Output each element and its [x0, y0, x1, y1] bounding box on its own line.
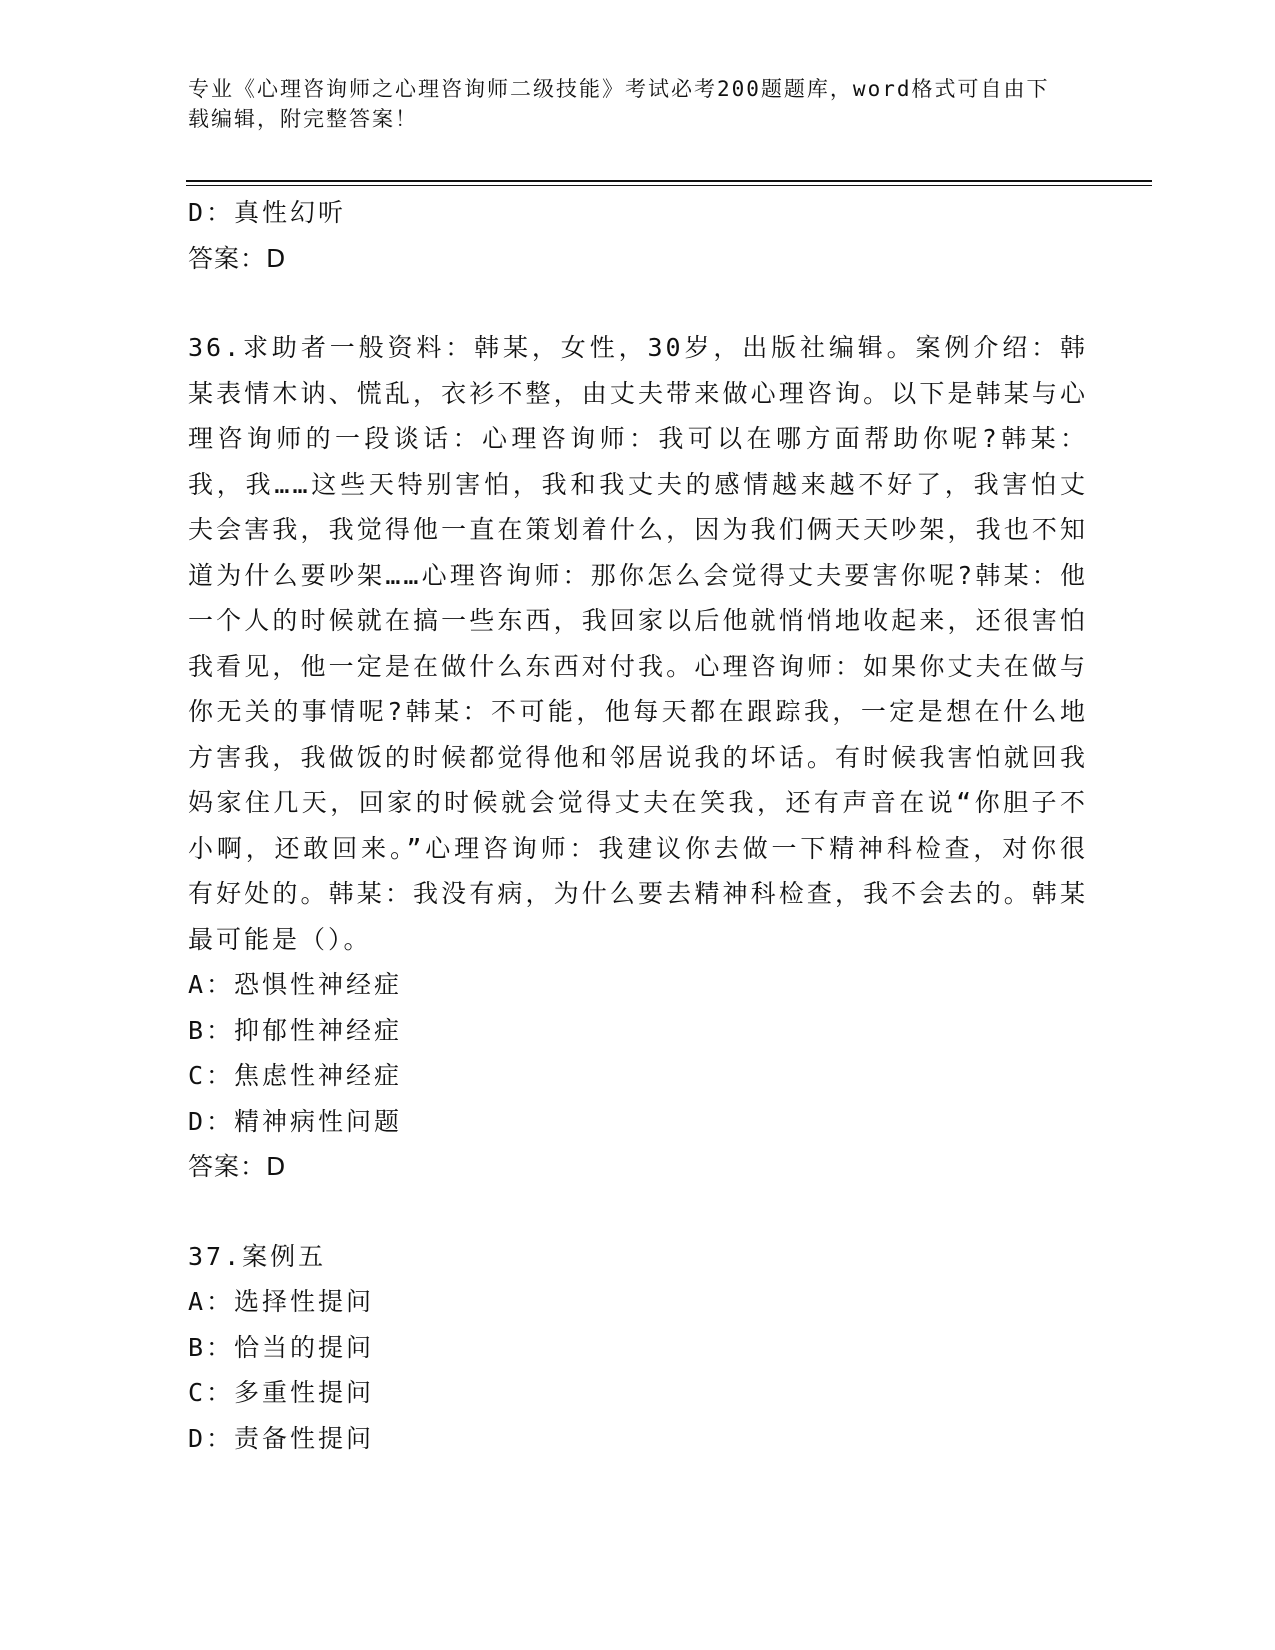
prev-answer: 答案：D [188, 243, 287, 273]
q37-stem: 37.案例五 [188, 1241, 327, 1271]
q36-option-c: C：焦虑性神经症 [188, 1061, 403, 1090]
prev-option-d: D：真性幻听 [188, 198, 347, 227]
q36-option-b: B：抑郁性神经症 [188, 1015, 403, 1045]
q37-option-b: B：恰当的提问 [188, 1332, 375, 1362]
header-rule-thin [186, 185, 1152, 186]
q36-option-d: D：精神病性问题 [188, 1106, 403, 1136]
q36-option-a: A：恐惧性神经症 [188, 970, 403, 999]
q36-stem: 36.求助者一般资料：韩某，女性，30岁，出版社编辑。案例介绍：韩某表情木讷、慌乱，衣衫不整，由丈夫带来做心理咨询。以下是韩某与心理咨询师的一段谈话：心理咨询师：我可以在哪方面帮助你呢?韩某：我，我……这些天特别害怕，我和我丈夫的感情越来越不好了，我害怕丈夫会害我，我觉得他一直在策划着什么，因为我们俩天天吵架，我也不知道为什么要吵架……心理咨询师：那你怎么会觉得丈夫要害你呢?韩某：他一个人的时候就在搞一些东西，我回家以后他就悄悄地收起来，还很害怕我看见，他一定是在做什么东西对付我。心理咨询师：如果你丈夫在做与你无关的事情呢?韩某：不可能，他每天都在跟踪我，一定是想在什么地方害我，我做饭的时候都觉得他和邻居说我的坏话。有时候我害怕就回我妈家住几天，回家的时候就会觉得丈夫在笑我，还有声音在说“你胆子不小啊，还敢回来。”心理咨询师：我建议你去做一下精神科检查，对你很有好处的。韩某：我没有病，为什么要去精神科检查，我不会去的。韩某最可能是（）。 [188, 333, 1088, 954]
q36-answer: 答案：D [188, 1152, 287, 1181]
q37-option-c: C：多重性提问 [188, 1378, 375, 1407]
spacer [188, 281, 1088, 325]
spacer [188, 1190, 1088, 1234]
document-body [188, 190, 1088, 1461]
q37-option-a: A：选择性提问 [188, 1287, 375, 1316]
q37-option-d: D：责备性提问 [188, 1423, 375, 1453]
document-header: 专业《心理咨询师之心理咨询师二级技能》考试必考200题题库，word格式可自由下载编辑，附完整答案！ [188, 77, 1050, 131]
header-rule-thick [186, 180, 1152, 182]
